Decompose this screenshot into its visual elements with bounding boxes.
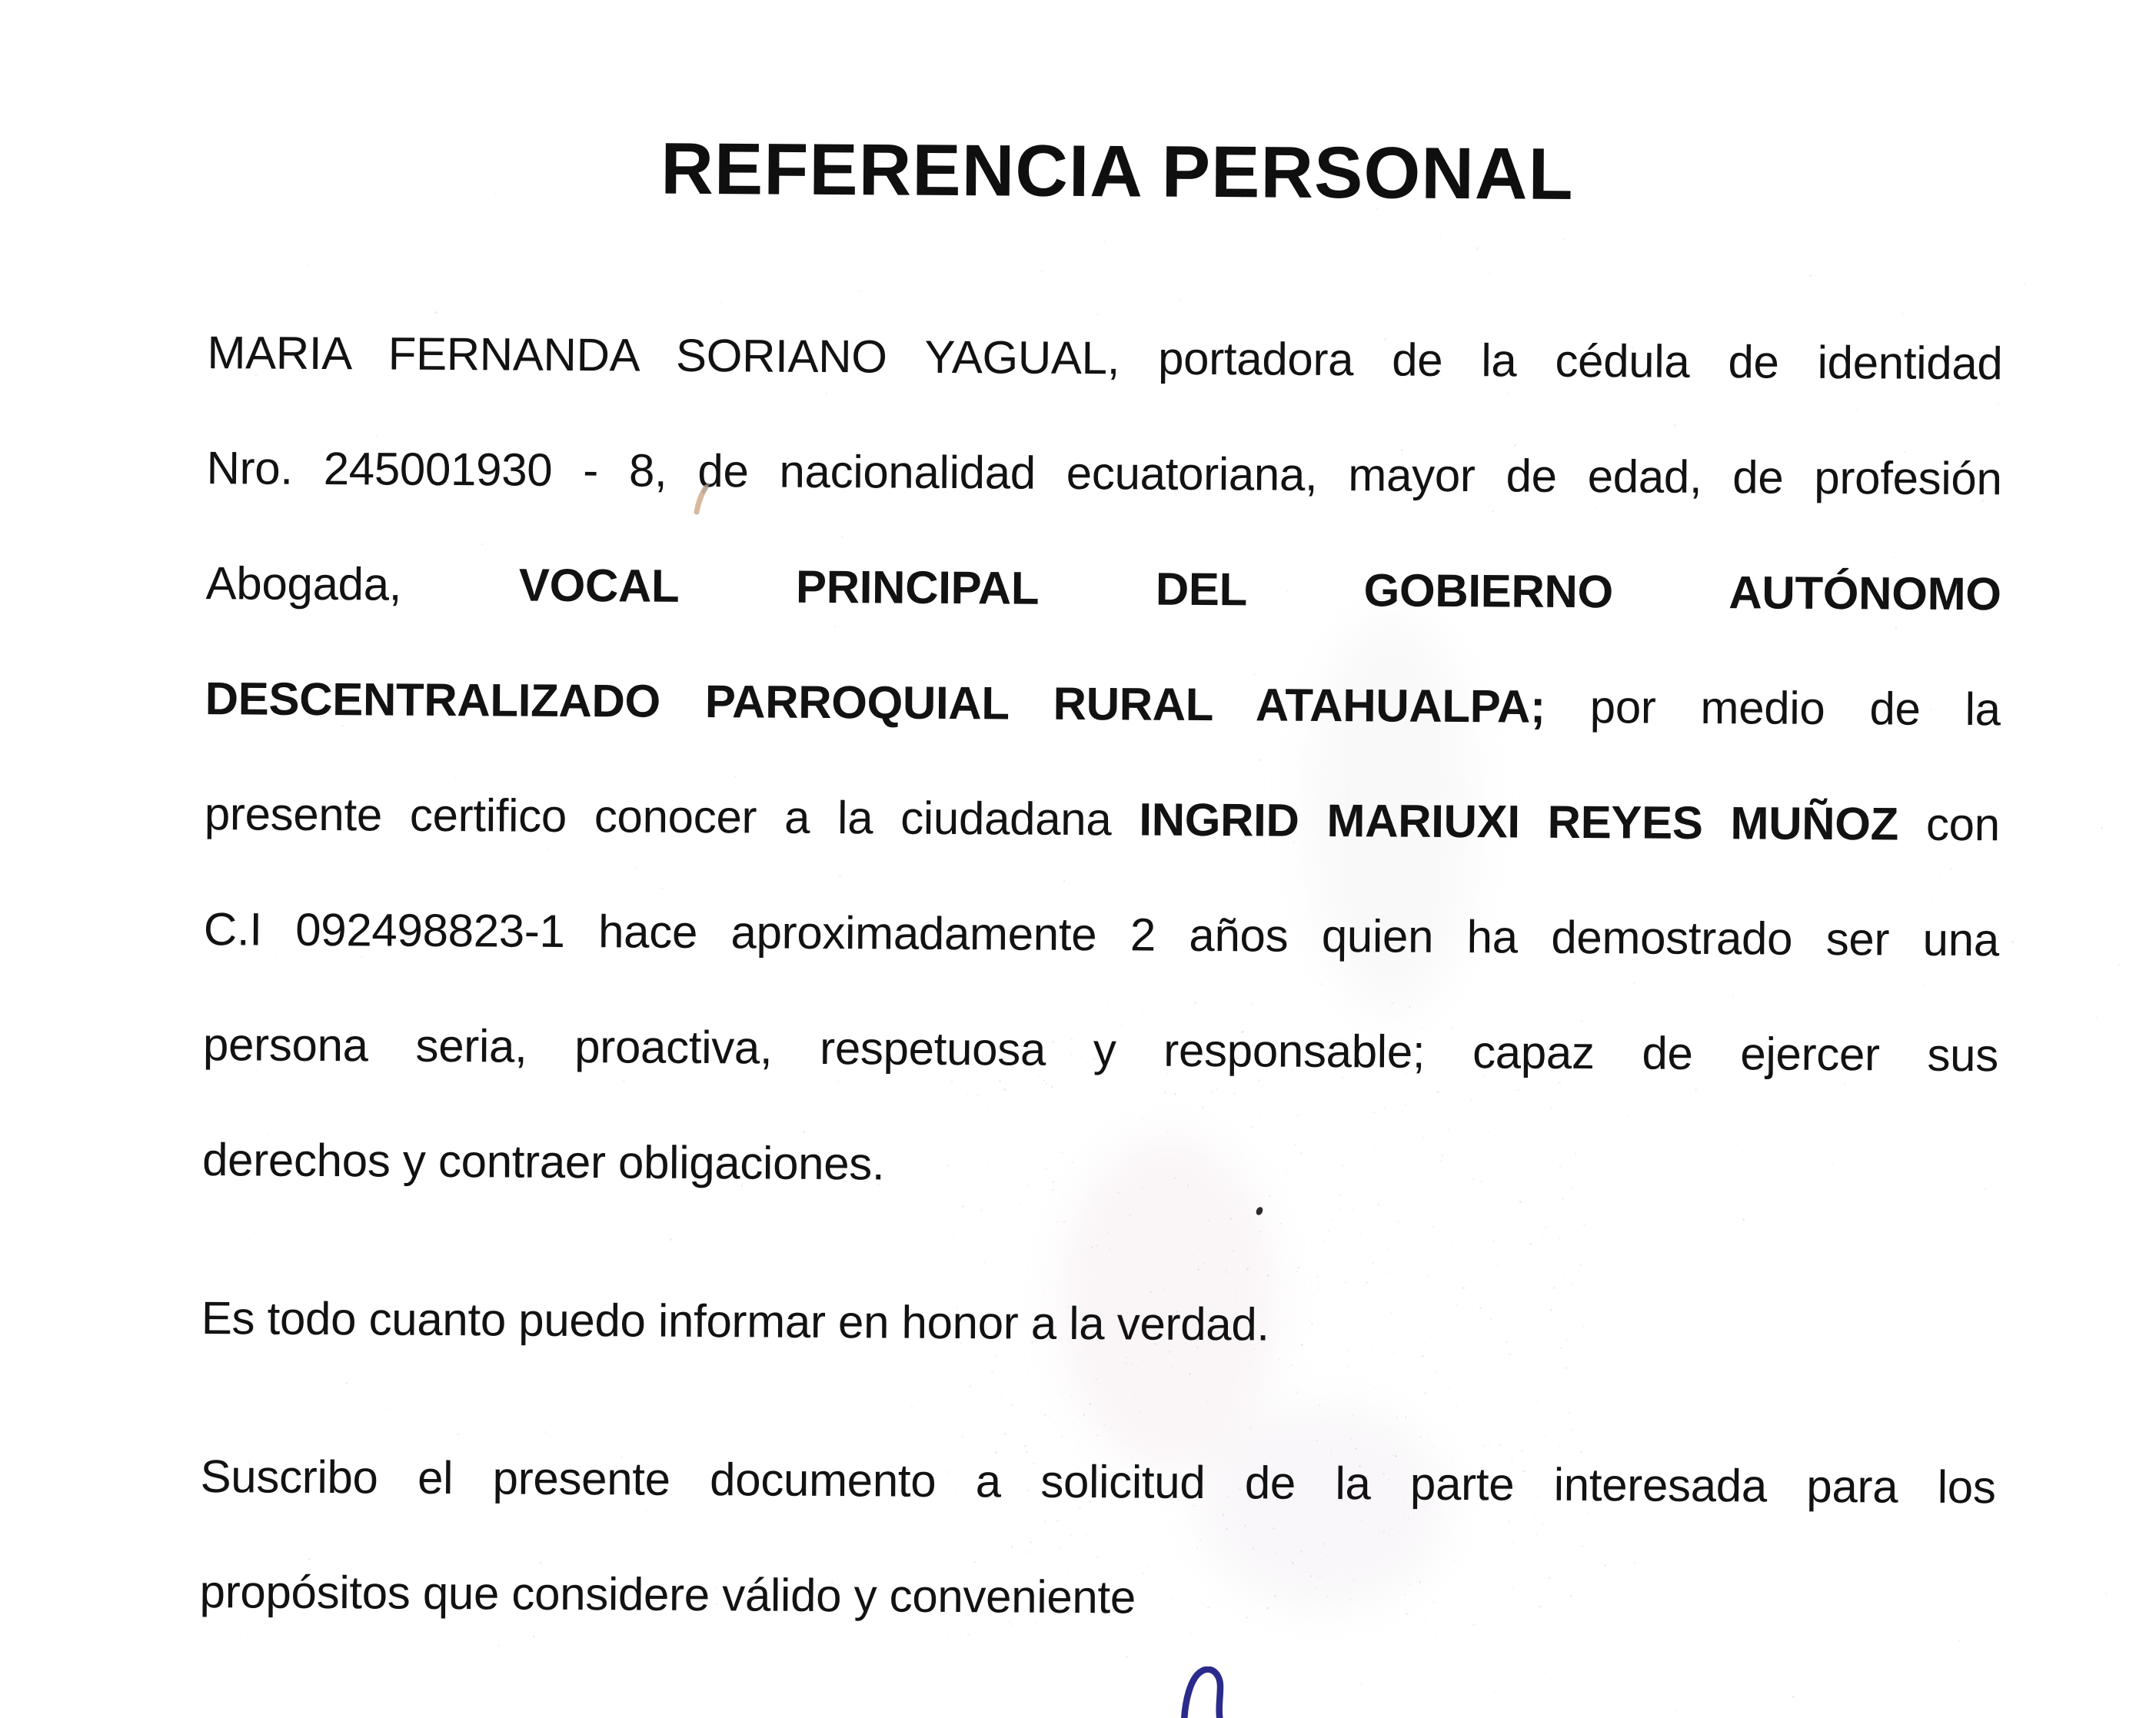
- document-line: [200, 1419, 1996, 1545]
- text-segment-bold: VOCAL PRINCIPAL DEL GOBIERNO AUTÓNOMO: [518, 559, 2001, 620]
- text-segment: derechos y contraer obligaciones.: [201, 1134, 885, 1190]
- document-line: [202, 1102, 1998, 1228]
- document-line: [205, 526, 2001, 652]
- text-segment: Abogada,: [205, 557, 520, 611]
- document-line: [205, 641, 2001, 767]
- text-segment: por medio de la: [1545, 680, 2001, 736]
- document-line: [201, 1261, 1997, 1387]
- document-line: [206, 410, 2002, 537]
- document-title: REFERENCIA PERSONAL: [660, 128, 1574, 215]
- document-body: [199, 295, 2003, 1703]
- paragraph: [202, 295, 2003, 1228]
- document-line: [199, 1534, 1995, 1660]
- document-line: [203, 872, 1999, 998]
- text-segment: presente certifico conocer a la ciudadana: [204, 788, 1140, 846]
- text-segment: C.I 092498823-1 hace aproximadamente 2 años quien ha demostrado ser una: [203, 903, 2000, 966]
- text-segment: propósitos que considere válido y conveniente: [199, 1566, 1136, 1623]
- paragraph: [199, 1419, 1996, 1660]
- text-segment: Suscribo el presente documento a solicitud de la parte interesada para los: [200, 1450, 1996, 1514]
- text-segment: con: [1898, 798, 2001, 851]
- document-line: [207, 295, 2003, 421]
- text-segment-bold: DESCENTRALIZADO PARROQUIAL RURAL ATAHUALPA;: [205, 673, 1545, 733]
- text-segment: persona seria, proactiva, respetuosa y responsable; capaz de ejercer sus: [202, 1019, 1999, 1082]
- document-line: [203, 987, 1999, 1113]
- paragraph: [201, 1261, 1997, 1387]
- document-line: [204, 756, 2000, 882]
- text-segment: MARIA FERNANDA SORIANO YAGUAL, portadora de la cédula de identidad: [207, 327, 2003, 390]
- text-segment: Nro. 245001930 - 8, de nacionalidad ecuatoriana, mayor de edad, de profesión: [206, 442, 2002, 505]
- text-segment-bold: INGRID MARIUXI REYES MUÑOZ: [1139, 793, 1899, 850]
- text-segment: Es todo cuanto puedo informar en honor a la verdad.: [201, 1292, 1269, 1351]
